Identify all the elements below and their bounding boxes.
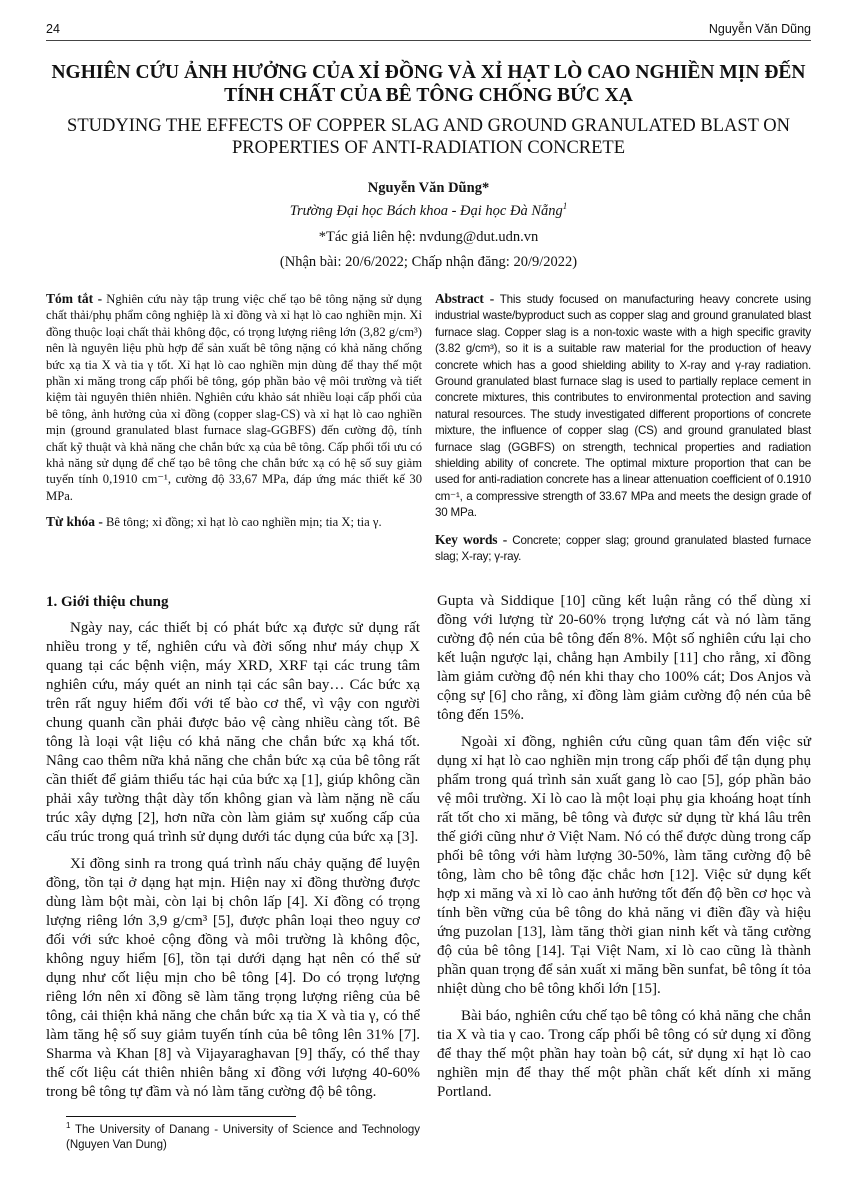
abstract-label: Abstract - [435,291,494,306]
paragraph: Ngày nay, các thiết bị có phát bức xạ được sử dụng rất nhiều trong y tế, nghiên cứu và đời sống như máy chụp X quang tại các bệnh viện, máy XRD, XRF tại các trung tâm nghiên cứu, máy quét an ninh tại các sân bay… Các bức xạ trên rất nguy hiểm đối với tế bào cơ thể, vì vậy con người chung quanh cần phải được bảo vệ càng nhiều càng tốt. Bê tông là loại vật liệu có khả năng che chắn bức xạ khá tốt. Nâng cao thêm nữa khả năng che chắn bức xạ của bê tông rất cần thiết để giảm thiểu tác hại của bức xạ [1], giúp không cần phải xây tường thật dày tốn không gian và làm nặng nề cấu trúc xây dựng [2], hơn nữa còn làm giảm sự xuống cấp của cấu trúc trong quá trình sử dụng dưới tác dụng của bức xạ [3]. [46,619,420,845]
affiliation [46,202,811,220]
abstract-text: Nghiên cứu này tập trung việc chế tạo bê tông nặng sử dụng chất thải/phụ phẩm công nghiệp là xỉ đồng và xỉ hạt lò cao nghiền mịn. Xỉ đồng thuộc loại chất thải không độc, có trọng lượng riêng lớn (3,82 g/cm³) nên là nguyên liệu phù hợp để sản xuất bê tông nặng có khả năng chống bức xạ tia X và tia γ tốt. Xỉ hạt lò cao nghiền mịn dùng để thay thế một phần xi măng trong cấp phối bê tông, góp phần bảo vệ môi trường và tiết kiệm tài nguyên thiên nhiên. Nghiên cứu khảo sát nhiều loại cấp phối của bê tông, ảnh hưởng của xỉ đồng (copper slag-CS) và xỉ hạt lò cao nghiền mịn (ground granulated blast furnace slag-GGBFS) đến cường độ, tính chất kỹ thuật và khả năng che chắn bức xạ của bê tông. Cấp phối tối ưu có khả năng sử dụng để chế tạo bê tông che chắn bức xạ có hệ số suy giảm tuyến tính 0,1910 cm⁻¹, cường độ 33,67 MPa, đáp ứng mác thiết kế 30 MPa. [46,292,422,503]
keywords-text: Concrete; copper slag; ground granulated blasted furnace slag; X-ray; γ-ray. [435,533,811,564]
author-name: Nguyễn Văn Dũng* [367,180,490,196]
paragraph: Gupta và Siddique [10] cũng kết luận rằng có thể dùng xỉ đồng với lượng từ 20-60% trọng lượng cát và nó làm tăng cường độ nén của bê tông đến 8%. Một số nghiên cứu lại cho kết luận ngược lại, chẳng hạn Ambily [11] cho rằng, xỉ đồng làm giảm cường độ nén khi thay cho 100% cát; Dos Anjos và cộng sự [6] cho rằng, xỉ đồng làm giảm cường độ nén của bê tông đến 15%. [437,592,811,723]
affiliation-text: Trường Đại học Bách khoa - Đại học Đà Nẵng [289,203,563,219]
abstract-vietnamese [46,291,422,541]
section-heading: 1. Giới thiệu chung [46,593,169,610]
title-english: STUDYING THE EFFECTS OF COPPER SLAG AND GROUND GRANULATED BLAST ON PROPERTIES OF ANTI-RADIATION CONCRETE [67,116,790,158]
paragraph: Bài báo, nghiên cứu chế tạo bê tông có khả năng che chắn tia X và tia γ cao. Trong cấp phối bê tông có sử dụng xỉ đồng để thay thế một phần hay toàn bộ cát, sử dụng xỉ hạt lò cao nghiền mịn để thay thế một phần chất kết dính xi măng Portland. [437,1007,811,1100]
affiliation-mark: 1 [562,201,568,212]
keywords-label: Từ khóa - [46,514,103,530]
keywords-text: Bê tông; xỉ đồng; xỉ hạt lò cao nghiền mịn; tia X; tia γ. [102,515,382,530]
body-column-left [46,592,420,1153]
keywords-label: Key words - [435,531,508,547]
running-author: Nguyễn Văn Dũng [708,22,811,36]
title-vietnamese: NGHIÊN CỨU ẢNH HƯỞNG CỦA XỈ ĐỒNG VÀ XỈ HẠT LÒ CAO NGHIỀN MỊN ĐẾN TÍNH CHẤT CỦA BÊ TÔNG CHỐNG BỨC XẠ [51,62,806,106]
footnote [66,1120,420,1153]
abstracts [46,291,811,576]
submission-dates: (Nhận bài: 20/6/2022; Chấp nhận đăng: 20/9/2022) [279,254,578,270]
body-column-right [437,592,811,1110]
footnote-text: The University of Danang - University of Science and Technology (Nguyen Van Dung) [66,1123,420,1151]
footnote-divider [66,1116,296,1117]
corresponding-author: *Tác giả liên hệ: nvdung@dut.udn.vn [318,229,539,245]
paragraph: Ngoài xỉ đồng, nghiên cứu cũng quan tâm đến việc sử dụng xỉ hạt lò cao nghiền mịn trong cấp phối để tận dụng phụ phẩm trong quá trình sản xuất gang lò cao [5], góp phần bảo vệ môi trường. Xỉ lò cao là một loại phụ gia khoáng hoạt tính rất tốt cho xi măng, bê tông và được sử dụng từ khá lâu trên thế giới cũng như ở Việt Nam. Nó có thể được dùng trong cấp phối bê tông với hàm lượng 30-50%, làm tăng cường độ bê tông, làm cho bê tông đặc chắc hơn [12]. Việc sử dụng kết hợp xi măng và xỉ lò cao ảnh hưởng tốt đến độ bền cơ học và tính bền vững của bê tông do khả năng vi điền đầy và hiệu ứng puzolan [13], làm tăng thời gian ninh kết và tăng cường độ của bê tông [14]. Tại Việt Nam, xỉ lò cao cũng là thành phần quan trọng để sản xuất xi măng bền sunfat, bê tông ít tỏa nhiệt dùng cho bê tông khối lớn [15]. [437,733,811,997]
abstract-label: Tóm tắt - [46,291,103,306]
running-header [46,22,811,41]
body [46,592,811,1153]
abstract-text: This study focused on manufacturing heavy concrete using industrial waste/byproduct such as copper slag and ground granulated blast furnace slag. Copper slag is a non-toxic waste with a high specific gravity (3.82 g/cm³), so it is a suitable raw material for the production of heavy concrete which has a good shielding ability to X-ray and γ-ray radiation. Ground granulated blast furnace slag is used to partially replace cement in concrete mixtures, this contributes to environmental protection and saving natural resources. The study investigated different proportions of concrete mixture, the influence of copper slag (CS) and ground granulated blast furnace slag (GGBFS) on strength, technical properties and radiation shielding ability of concrete. The optimal mixture proportion that can be used for anti-radiation concrete has a linear attenuation coefficient of 0.1910 cm⁻¹, a compressive strength of 33.67 MPa and meets the design grade of 30 MPa. [435,293,811,520]
paragraph: Xỉ đồng sinh ra trong quá trình nấu chảy quặng để luyện đồng, tồn tại ở dạng hạt mịn. Hiện nay xỉ đồng thường được dùng làm bột mài, còn lại bị chôn lấp [4]. Xỉ đồng có trọng lượng riêng lớn 3,9 g/cm³ [5], được phân loại theo nguy cơ đối với sức khoẻ cộng đồng và môi trường là không độc, không nguy hiểm [6], tồn tại dưới dạng hạt nên có thể sử dụng như cốt liệu mịn cho bê tông [4]. Do có trọng lượng riêng lớn nên xỉ đồng sẽ làm tăng trọng lượng riêng của bê tông, cải thiện khả năng che chắn bức xạ tia X và tia γ, có thể làm tăng hệ số suy giảm tuyến tính của bê tông lên 31% [7]. Sharma và Khan [8] và Vijayaraghavan [9] thấy, có thể thay thế cốt liệu cát thiên nhiên bằng xỉ đồng với lượng 40-60% trong bê tông tự đầm và nó làm tăng cường độ bê tông. [46,855,420,1100]
footnote-mark: 1 [66,1120,71,1130]
page-number: 24 [46,22,60,36]
abstract-english [435,291,811,576]
